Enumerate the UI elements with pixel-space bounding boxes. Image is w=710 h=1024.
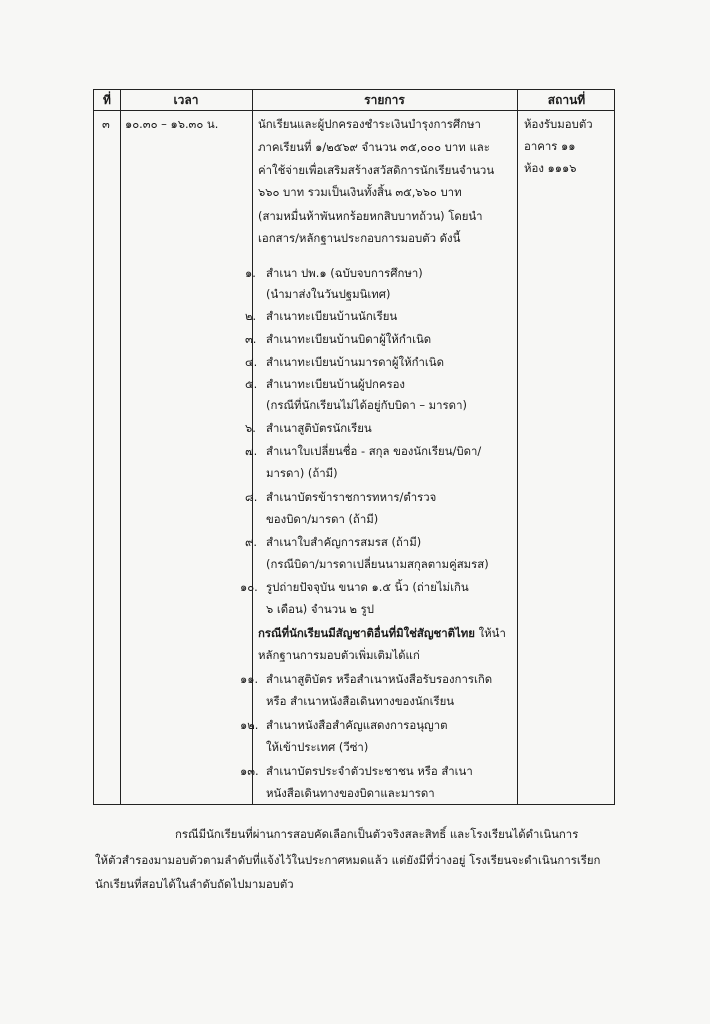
doc-number: ๔. [245, 355, 258, 369]
doc-text: (นำมาส่งในวันปฐมนิเทศ) [266, 287, 391, 301]
column-divider [517, 90, 518, 804]
header-no: ที่ [103, 93, 111, 107]
place-line: ห้อง ๑๑๑๖ [524, 161, 577, 175]
header-item: รายการ [364, 93, 405, 107]
foreign-heading [258, 628, 506, 639]
doc-text: สำเนาทะเบียนบ้านผู้ปกครอง [266, 377, 405, 391]
intro-line: นักเรียนและผู้ปกครองชำระเงินบำรุงการศึกษา [258, 117, 481, 131]
intro-line: (สามหมื่นห้าพันหกร้อยหกสิบบาทถ้วน) โดยนำ [258, 209, 483, 223]
doc-text: สำเนา ปพ.๑ (ฉบับจบการศึกษา) [266, 266, 423, 280]
footer-line: กรณีมีนักเรียนที่ผ่านการสอบคัดเลือกเป็นตัวจริงสละสิทธิ์ และโรงเรียนได้ดำเนินการ [175, 827, 579, 841]
doc-text: สำเนาสูติบัตร หรือสำเนาหนังสือรับรองการเกิด [266, 672, 493, 686]
foreign-heading-rest: ให้นำ [474, 626, 506, 640]
doc-text: มารดา) (ถ้ามี) [266, 466, 338, 480]
header-divider [94, 110, 614, 111]
column-divider [120, 90, 121, 804]
foreign-heading-bold: กรณีที่นักเรียนมีสัญชาติอื่นที่มิใช่สัญชาติไทย [258, 626, 475, 640]
doc-number: ๘. [245, 490, 258, 504]
footer-line: ให้ตัวสำรองมามอบตัวตามลำดับที่แจ้งไว้ในประกาศหมดแล้ว แต่ยังมีที่ว่างอยู่ โรงเรียนจะดำเนินการเรียก [95, 853, 601, 867]
doc-text: หนังสือเดินทางของบิดาและมารดา [266, 786, 435, 800]
doc-text: หรือ สำเนาหนังสือเดินทางของนักเรียน [266, 694, 455, 708]
doc-text: สำเนาทะเบียนบ้านบิดาผู้ให้กำเนิด [266, 332, 432, 346]
place-line: อาคาร ๑๑ [524, 139, 576, 153]
doc-number: ๗. [245, 444, 258, 458]
doc-number: ๑. [245, 266, 256, 280]
schedule-table [93, 89, 615, 805]
row-time: ๑๐.๓๐ – ๑๖.๓๐ น. [125, 117, 219, 131]
doc-text: (กรณีบิดา/มารดาเปลี่ยนนามสกุลตามคู่สมรส) [266, 557, 489, 571]
doc-text: สำเนาใบสำคัญการสมรส (ถ้ามี) [266, 535, 422, 549]
header-time: เวลา [173, 93, 199, 107]
doc-text: สำเนาทะเบียนบ้านมารดาผู้ให้กำเนิด [266, 355, 444, 369]
intro-line: เอกสาร/หลักฐานประกอบการมอบตัว ดังนี้ [258, 231, 461, 245]
doc-number: ๕. [245, 377, 258, 391]
doc-text: สำเนาหนังสือสำคัญแสดงการอนุญาต [266, 718, 448, 732]
header-place: สถานที่ [547, 93, 586, 107]
doc-text: สำเนาใบเปลี่ยนชื่อ - สกุล ของนักเรียน/บิดา/ [266, 444, 482, 458]
doc-text: สำเนาสูติบัตรนักเรียน [266, 421, 372, 435]
row-number: ๓ [102, 117, 110, 131]
doc-number: ๑๑. [240, 672, 259, 686]
place-line: ห้องรับมอบตัว [524, 117, 593, 131]
doc-text: (กรณีที่นักเรียนไม่ได้อยู่กับบิดา – มารดา) [266, 398, 467, 412]
doc-text: สำเนาทะเบียนบ้านนักเรียน [266, 309, 398, 323]
intro-line: ๖๖๐ บาท รวมเป็นเงินทั้งสิ้น ๓๕,๖๖๐ บาท [258, 185, 462, 199]
doc-text: รูปถ่ายปัจจุบัน ขนาด ๑.๕ นิ้ว (ถ่ายไม่เกิน [266, 580, 469, 594]
doc-text: สำเนาบัตรข้าราชการทหาร/ตำรวจ [266, 490, 437, 504]
intro-line: ค่าใช้จ่ายเพื่อเสริมสร้างสวัสดิการนักเรียนจำนวน [258, 163, 495, 177]
intro-line: ภาคเรียนที่ ๑/๒๕๖๙ จำนวน ๓๕,๐๐๐ บาท และ [258, 140, 490, 154]
doc-text: ให้เข้าประเทศ (วีซ่า) [266, 740, 369, 754]
doc-text: ๖ เดือน) จำนวน ๒ รูป [266, 602, 374, 616]
doc-text: สำเนาบัตรประจำตัวประชาชน หรือ สำเนา [266, 764, 473, 778]
footer-line: นักเรียนที่สอบได้ในลำดับถัดไปมามอบตัว [95, 877, 294, 891]
doc-number: ๓. [245, 332, 257, 346]
doc-text: ของบิดา/มารดา (ถ้ามี) [266, 512, 379, 526]
doc-number: ๑๓. [240, 764, 259, 778]
doc-number: ๑๐. [240, 580, 258, 594]
doc-number: ๖. [245, 421, 256, 435]
doc-number: ๒. [245, 309, 257, 323]
doc-number: ๑๒. [240, 718, 259, 732]
doc-number: ๙. [245, 535, 257, 549]
foreign-heading-line2: หลักฐานการมอบตัวเพิ่มเติมได้แก่ [258, 648, 420, 662]
